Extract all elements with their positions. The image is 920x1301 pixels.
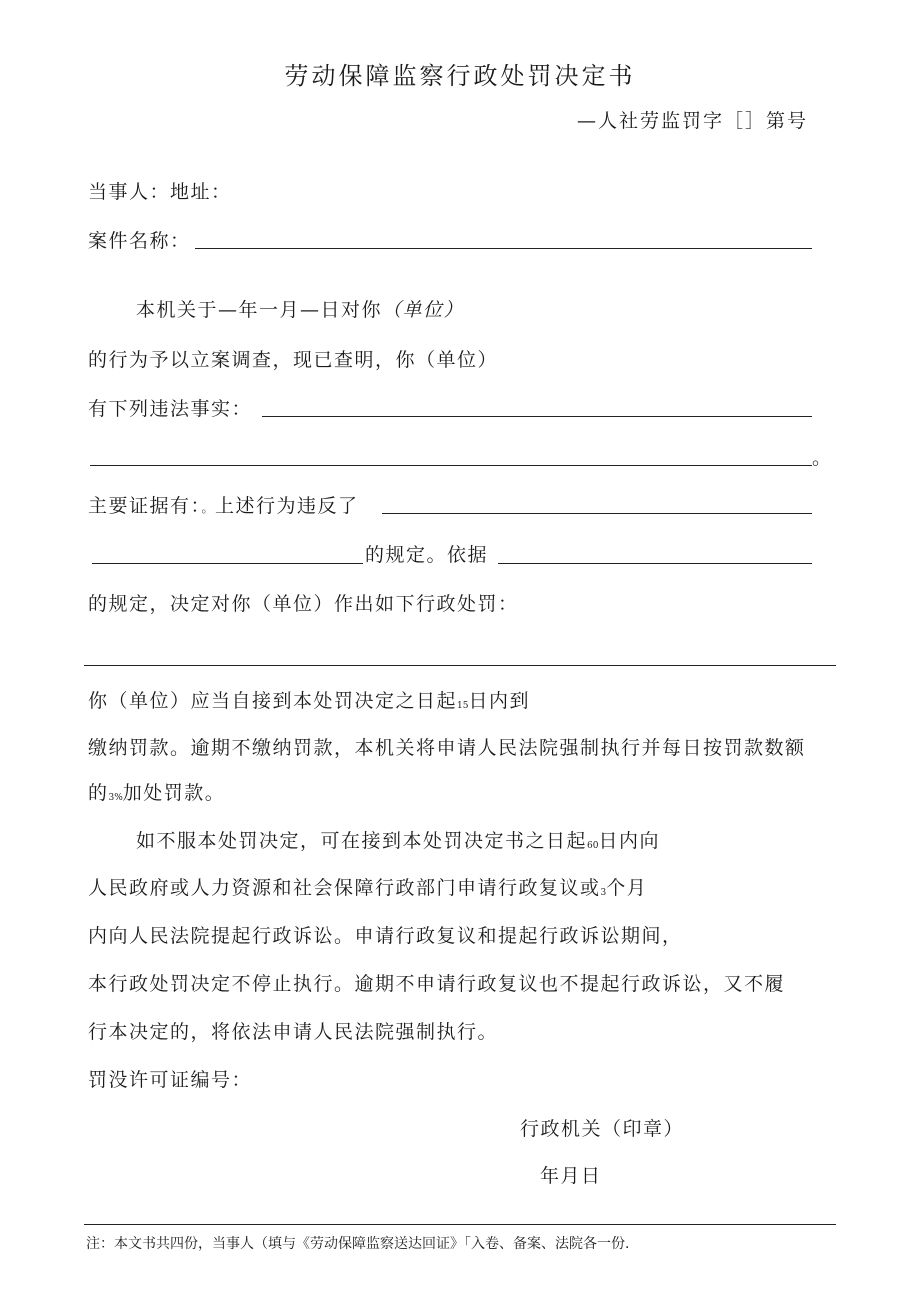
payment-line-2: 缴纳罚款。逾期不缴纳罚款，本机关将申请人民法院强制执行并每日按罚款数额 <box>88 737 806 759</box>
payment-days-value: 15 <box>457 701 469 711</box>
footer-divider <box>84 1224 836 1225</box>
appeal-line-1 <box>136 829 660 857</box>
violation-text: 上述行为违反了 <box>215 495 359 517</box>
months-unit: 个月 <box>606 877 648 899</box>
authority-seal: 行政机关（印章） <box>520 1118 685 1140</box>
investigation-result-text: 的行为予以立案调查，现已查明，你（单位） <box>88 349 499 371</box>
payment-deadline-text: 你（单位）应当自接到本处罚决定之日起 <box>88 690 458 712</box>
surcharge-prefix: 的 <box>88 782 109 804</box>
provision-text: 的规定。依据 <box>365 544 489 566</box>
appeal-line-5: 行本决定的，将依法申请人民法院强制执行。 <box>88 1021 499 1043</box>
payment-line-1 <box>88 689 530 717</box>
evidence-label: 主要证据有： <box>88 495 202 517</box>
evidence-separator: 。 <box>201 501 216 515</box>
signature-date: 年月日 <box>540 1165 602 1187</box>
facts-label: 有下列违法事实： <box>88 398 253 420</box>
surcharge-suffix: 加处罚款。 <box>122 782 226 804</box>
facts-blank-1 <box>262 416 812 417</box>
case-name-blank <box>195 248 812 249</box>
evidence-sentence <box>88 494 359 520</box>
appeal-days-value: 60 <box>587 841 599 851</box>
violation-blank <box>382 513 812 514</box>
basis-blank <box>498 563 812 564</box>
document-title: 劳动保障监察行政处罚决定书 <box>284 62 636 90</box>
appeal-line-4: 本行政处罚决定不停止执行。逾期不申请行政复议也不提起行政诉讼，又不履 <box>88 973 786 995</box>
document-number: —人社劳监罚字［］第号 <box>576 110 808 132</box>
case-name-label: 案件名称： <box>88 230 191 252</box>
decision-sentence: 的规定，决定对你（单位）作出如下行政处罚： <box>88 593 519 615</box>
appeal-deadline-text: 如不服本处罚决定，可在接到本处罚决定书之日起 <box>136 830 588 852</box>
payment-location-text: 日内到 <box>468 690 530 712</box>
footer-note: 注：本文书共四份，当事人（填与《劳动保障监察送达回证》「入卷、备案、法院各一份. <box>86 1236 630 1252</box>
investigation-date-text: 本机关于—年一月—日对你 <box>136 299 383 321</box>
appeal-line-2 <box>88 876 647 904</box>
review-text: 人民政府或人力资源和社会保障行政部门申请行政复议或 <box>88 877 601 899</box>
appeal-line-3: 内向人民法院提起行政诉讼。申请行政复议和提起行政诉讼期间， <box>88 925 683 947</box>
unit-parenthetical: （单位） <box>382 299 465 321</box>
appeal-months-value: 3 <box>600 888 607 898</box>
penalty-divider <box>84 665 836 666</box>
payment-line-3 <box>88 781 225 809</box>
regulation-blank <box>92 563 363 564</box>
appeal-to-text: 日内向 <box>598 830 660 852</box>
facts-blank-2 <box>90 465 812 466</box>
facts-period: 。 <box>812 447 833 469</box>
surcharge-rate-value: 3% <box>108 793 123 803</box>
confiscation-permit-label: 罚没许可证编号： <box>88 1069 253 1091</box>
investigation-sentence <box>136 298 464 322</box>
party-address-label: 当事人：地址： <box>88 181 232 203</box>
